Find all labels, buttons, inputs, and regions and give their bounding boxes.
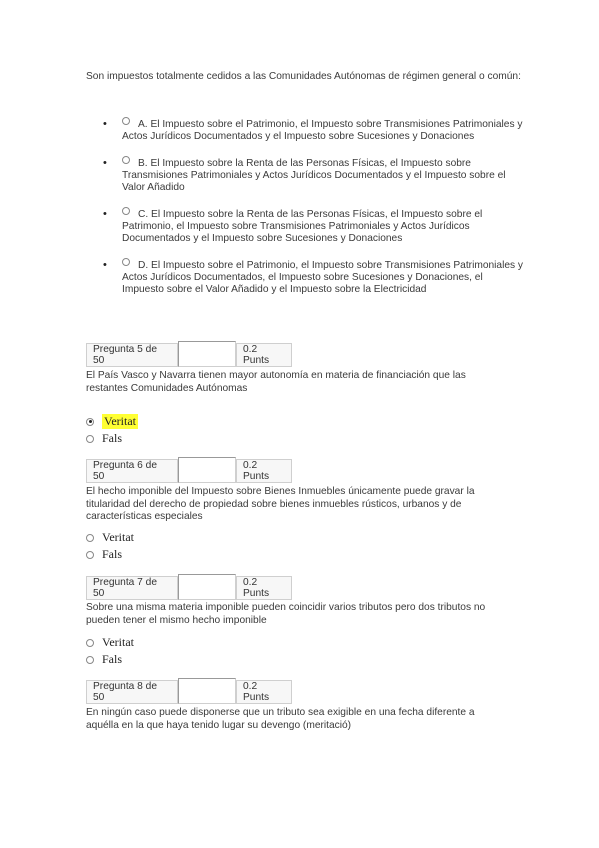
false-label: Fals <box>102 652 123 666</box>
bullet-icon: • <box>103 259 107 271</box>
question-header-7 <box>86 576 292 600</box>
true-label: Veritat <box>104 414 136 428</box>
option-a-label: A. El Impuesto sobre el Patrimonio, el Impuesto sobre Transmisiones Patrimoniales y Actos Jurídicos Documentados y el Impuesto sobre Sucesiones y Donaciones <box>122 119 523 142</box>
true-label: Veritat <box>102 530 134 544</box>
radio-true-selected[interactable] <box>86 418 94 426</box>
option-b-label: B. El Impuesto sobre la Renta de las Personas Físicas, el Impuesto sobre Transmisiones Patrimoniales y Actos Jurídicos Documentados y el Impuesto sobre el Valor Añadido <box>122 158 506 193</box>
question-text: Sobre una misma materia imponible pueden coincidir varios tributos pero dos tributos no pueden tener el mismo hecho imponible <box>86 602 486 626</box>
question-number: Pregunta 5 de 50 <box>86 343 178 367</box>
false-option[interactable] <box>86 651 134 668</box>
true-option[interactable] <box>86 529 134 546</box>
option-c-label: C. El Impuesto sobre la Renta de las Personas Físicas, el Impuesto sobre el Patrimonio, el Impuesto sobre Transmisiones Patrimoniales y Actos Jurídicos Documentados y el Impuesto sobre Sucesiones y Donaciones <box>122 209 483 244</box>
true-false-group <box>86 634 134 668</box>
option-d-label: D. El Impuesto sobre el Patrimonio, el Impuesto sobre Transmisiones Patrimoniales y Actos Jurídicos Documentados, el Impuesto sobre Sucesiones y Donaciones, el Impuesto sobre el Valor Añadido y el Impuesto sobre la Electricidad <box>122 260 524 295</box>
question-text: Son impuestos totalmente cedidos a las Comunidades Autónomas de régimen general o común: <box>86 71 521 82</box>
true-option[interactable] <box>86 634 134 651</box>
question-number: Pregunta 8 de 50 <box>86 680 178 704</box>
answer-status-box <box>178 457 236 483</box>
option-a[interactable] <box>86 117 526 143</box>
radio-false[interactable] <box>86 551 94 559</box>
true-label: Veritat <box>102 635 134 649</box>
question-header-6 <box>86 459 292 483</box>
false-option[interactable] <box>86 546 134 563</box>
bullet-icon: • <box>103 157 107 169</box>
question-text: El hecho imponible del Impuesto sobre Bienes Inmuebles únicamente puede gravar la titularidad del derecho de propiedad sobre bienes inmuebles rústicos, urbanos y de características especiales <box>86 486 475 522</box>
false-label: Fals <box>102 431 123 445</box>
question-header-5 <box>86 343 292 367</box>
option-c[interactable] <box>86 207 526 245</box>
answer-status-box <box>178 574 236 600</box>
question-text: El País Vasco y Navarra tienen mayor autonomía en materia de financiación que las restantes Comunidades Autónomas <box>86 370 466 394</box>
question-number: Pregunta 7 de 50 <box>86 576 178 600</box>
true-option[interactable] <box>86 413 138 430</box>
option-b[interactable] <box>86 156 526 194</box>
radio-button-d[interactable] <box>122 258 130 266</box>
question-header-8 <box>86 680 292 704</box>
answer-options-list <box>86 117 526 309</box>
radio-true[interactable] <box>86 534 94 542</box>
radio-button-c[interactable] <box>122 207 130 215</box>
false-option[interactable] <box>86 430 138 447</box>
answer-status-box <box>178 341 236 367</box>
bullet-icon: • <box>103 118 107 130</box>
false-label: Fals <box>102 547 123 561</box>
option-d[interactable] <box>86 258 526 296</box>
question-points: 0.2 Punts <box>236 343 292 367</box>
bullet-icon: • <box>103 208 107 220</box>
true-false-group <box>86 529 134 563</box>
radio-true[interactable] <box>86 639 94 647</box>
question-number: Pregunta 6 de 50 <box>86 459 178 483</box>
question-points: 0.2 Punts <box>236 459 292 483</box>
true-false-group <box>86 413 138 447</box>
question-points: 0.2 Punts <box>236 576 292 600</box>
answer-status-box <box>178 678 236 704</box>
radio-button-b[interactable] <box>122 156 130 164</box>
radio-false[interactable] <box>86 656 94 664</box>
question-points: 0.2 Punts <box>236 680 292 704</box>
question-text: En ningún caso puede disponerse que un tributo sea exigible en una fecha diferente a aquélla en la que haya tenido lugar su devengo (meritació) <box>86 707 475 731</box>
radio-false[interactable] <box>86 435 94 443</box>
radio-button-a[interactable] <box>122 117 130 125</box>
